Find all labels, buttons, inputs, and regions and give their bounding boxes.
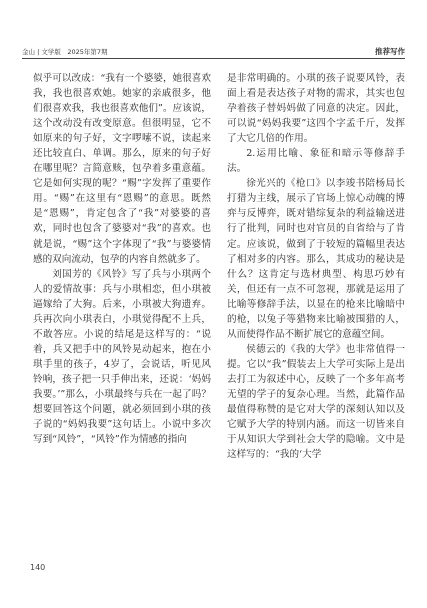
paragraph: 是非常明确的。小琪的孩子说要风铃，表面上看是表达孩子对物的需求，其实也包孕着孩子替妈妈做了同意的决定。因此，可以说“妈妈我要”这四个字孟千斤，发挥了大它几倍的作用。 bbox=[227, 73, 405, 145]
page-header bbox=[22, 44, 405, 58]
page-number: 140 bbox=[30, 563, 46, 572]
right-column bbox=[227, 71, 405, 462]
section-heading: 2.运用比喻、象征和暗示等修辞手法。 bbox=[227, 148, 405, 175]
paragraph: 侯德云的《我的大学》也非常值得一提。它以“我”假装去上大学可实际上是出去打工为叙述中心，反映了一个多年高考无望的学子的复杂心理。当然，此篇作品最值得称赞的是它对大学的深刻认知以及它赋予大学的特别内涵。而这一切皆来自于从知识大学到社会大学的隐喻。文中是这样写的：“我的‘大学 bbox=[227, 343, 405, 461]
paragraph: 徐光兴的《枪口》以李竣书陪杨局长打猎为主线，展示了官场上惊心动魄的博弈与反博弈，既对错综复杂的利益输送进行了批判，同时也对官员的自省给与了肯定。应该说，做到了于较短的篇幅里表达了相对多的内容。那么，其成功的秘诀是什么？这肯定与选材典型、构思巧妙有关，但还有一点不可忽视，那就是运用了比喻等修辞手法，以显在的枪来比喻暗中的枪，以兔子等猎物来比喻被围猎的人，从而使得作品不断扩展它的意蕴空间。 bbox=[227, 178, 405, 340]
publication-info: 金山 | 文学版 2025年第7期 bbox=[22, 48, 108, 56]
left-column bbox=[33, 71, 211, 447]
section-title: 推荐写作 bbox=[375, 47, 405, 56]
paragraph: 似乎可以改成：“我有一个婆婆，她很喜欢我，我也很喜欢她。她家的亲戚很多，他们很喜欢我，我也很喜欢他们”。应该说，这个改动没有改变原意。但很明显，它不如原来的句子好，文字啰嗦不说，读起来还比较直白、单调。那么，原来的句子好在哪里呢？言简意赅，包孕着多重意蕴。它是如何实现的呢？“赐”字发挥了重要作用。“赐”在这里有“恩赐”的意思。既然是“恩赐”，肯定包含了“我”对婆婆的喜欢，同时也包含了婆婆对“我”的喜欢。也就是说，“赐”这个字体现了“我”与婆婆情感的双向流动，包孕的内容自然就多了。 bbox=[33, 73, 211, 265]
header-rule bbox=[22, 58, 405, 59]
paragraph: 刘国芳的《风铃》写了兵与小琪两个人的爱情故事：兵与小琪相恋，但小琪被逼嫁给了大狗。后来，小琪被大狗遗弃。兵再次向小琪表白，小琪觉得配不上兵，不敢答应。小说的结尾是这样写的：“说着，兵又把手中的风铃晃动起来，抱在小琪手里的孩子，4岁了，会说话，听见风铃响，孩子把一只手伸出来，还说：‘妈妈我要。’”那么，小琪最终与兵在一起了吗？想要回答这个问题，就必须回到小琪的孩子说的“妈妈我要”这句话上。小说中多次写到“风铃”，“风铃”作为情感的指向 bbox=[33, 268, 211, 446]
